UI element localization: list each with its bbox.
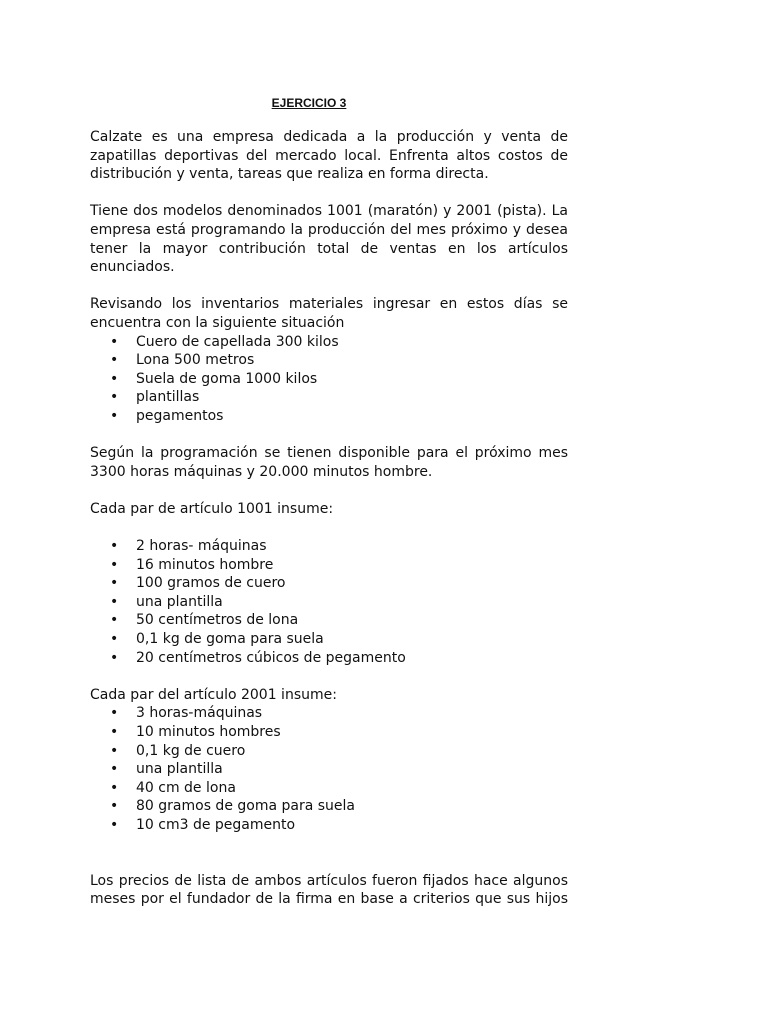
list-item bbox=[90, 351, 568, 370]
bullet-icon: • bbox=[110, 779, 119, 796]
list-item bbox=[90, 388, 568, 407]
bullet-icon: • bbox=[110, 631, 119, 648]
bullet-icon: • bbox=[110, 798, 119, 815]
list-item-text: 10 minutos hombres bbox=[136, 724, 281, 740]
list-item bbox=[90, 370, 568, 389]
list-item-text: Lona 500 metros bbox=[136, 352, 255, 369]
spacer bbox=[90, 426, 568, 445]
spacer bbox=[90, 835, 568, 872]
paragraph-prices: Los precios de lista de ambos artículos fueron fijados hace algunos meses por el fundador de la firma en base a criterios que sus hijos bbox=[90, 872, 568, 908]
spacer bbox=[90, 667, 568, 686]
list-item bbox=[90, 779, 568, 798]
list-item-text: Cuero de capellada 300 kilos bbox=[136, 333, 339, 350]
spacer bbox=[90, 277, 568, 296]
bullet-icon: • bbox=[110, 593, 119, 610]
list-item bbox=[90, 556, 568, 575]
article-2001-list bbox=[90, 704, 568, 834]
spacer bbox=[90, 518, 568, 537]
list-item-text: 3 horas-máquinas bbox=[136, 705, 263, 722]
list-item-text: una plantilla bbox=[136, 593, 223, 610]
list-item-text: 16 minutos hombre bbox=[136, 556, 274, 573]
bullet-icon: • bbox=[110, 761, 119, 778]
list-item bbox=[90, 537, 568, 556]
list-item-text: 100 gramos de cuero bbox=[136, 575, 286, 592]
list-item bbox=[90, 574, 568, 593]
list-item-text: 10 cm3 de pegamento bbox=[136, 816, 296, 833]
bullet-icon: • bbox=[110, 370, 119, 387]
article-1001-list bbox=[90, 537, 568, 667]
spacer bbox=[90, 481, 568, 500]
paragraph-article-1001: Cada par de artículo 1001 insume: bbox=[90, 500, 334, 517]
list-item bbox=[90, 649, 568, 668]
list-item bbox=[90, 760, 568, 779]
list-item-text: 0,1 kg de goma para suela bbox=[136, 631, 324, 648]
list-item bbox=[90, 704, 568, 723]
list-item-text: 2 horas- máquinas bbox=[136, 538, 267, 555]
bullet-icon: • bbox=[110, 816, 119, 833]
bullet-icon: • bbox=[110, 612, 119, 629]
bullet-icon: • bbox=[110, 538, 119, 555]
list-item-text: 40 cm de lona bbox=[136, 779, 236, 796]
list-item bbox=[90, 742, 568, 761]
list-item-text: una plantilla bbox=[136, 761, 223, 778]
paragraph-inventory: Revisando los inventarios materiales ingresar en estos días se encuentra con la siguiente situación bbox=[90, 296, 568, 331]
paragraph-article-2001: Cada par del artículo 2001 insume: bbox=[90, 686, 337, 703]
list-item-text: pegamentos bbox=[136, 407, 224, 424]
document-page bbox=[90, 95, 568, 909]
bullet-icon: • bbox=[110, 352, 119, 369]
bullet-icon: • bbox=[110, 724, 119, 740]
paragraph-capacity: Según la programación se tienen disponible para el próximo mes 3300 horas máquinas y 20.000 minutos hombre. bbox=[90, 445, 568, 480]
bullet-icon: • bbox=[110, 333, 119, 350]
list-item-text: 0,1 kg de cuero bbox=[136, 742, 246, 759]
list-item bbox=[90, 723, 568, 742]
list-item-text: 20 centímetros cúbicos de pegamento bbox=[136, 649, 406, 666]
list-item-text: 80 gramos de goma para suela bbox=[136, 798, 356, 815]
list-item-text: 50 centímetros de lona bbox=[136, 612, 299, 629]
bullet-icon: • bbox=[110, 407, 119, 424]
bullet-icon: • bbox=[110, 575, 119, 592]
document-title: EJERCICIO 3 bbox=[271, 96, 347, 110]
list-item bbox=[90, 611, 568, 630]
list-item bbox=[90, 333, 568, 352]
list-item bbox=[90, 816, 568, 835]
list-item bbox=[90, 593, 568, 612]
paragraph-intro: Calzate es una empresa dedicada a la producción y venta de zapatillas deportivas del mercado local. Enfrenta altos costos de distribución y venta, tareas que realiza en forma directa. bbox=[90, 129, 568, 183]
bullet-icon: • bbox=[110, 556, 119, 573]
list-item bbox=[90, 407, 568, 426]
bullet-icon: • bbox=[110, 649, 119, 666]
bullet-icon: • bbox=[110, 389, 119, 406]
spacer bbox=[90, 184, 568, 203]
inventory-list bbox=[90, 333, 568, 426]
list-item bbox=[90, 630, 568, 649]
bullet-icon: • bbox=[110, 705, 119, 722]
list-item-text: plantillas bbox=[136, 389, 200, 406]
list-item-text: Suela de goma 1000 kilos bbox=[136, 370, 318, 387]
bullet-icon: • bbox=[110, 742, 119, 759]
spacer bbox=[90, 111, 568, 128]
paragraph-models: Tiene dos modelos denominados 1001 (maratón) y 2001 (pista). La empresa está programando la producción del mes próximo y desea tener la mayor contribución total de ventas en los artículos enunciados. bbox=[90, 203, 568, 276]
list-item bbox=[90, 797, 568, 816]
